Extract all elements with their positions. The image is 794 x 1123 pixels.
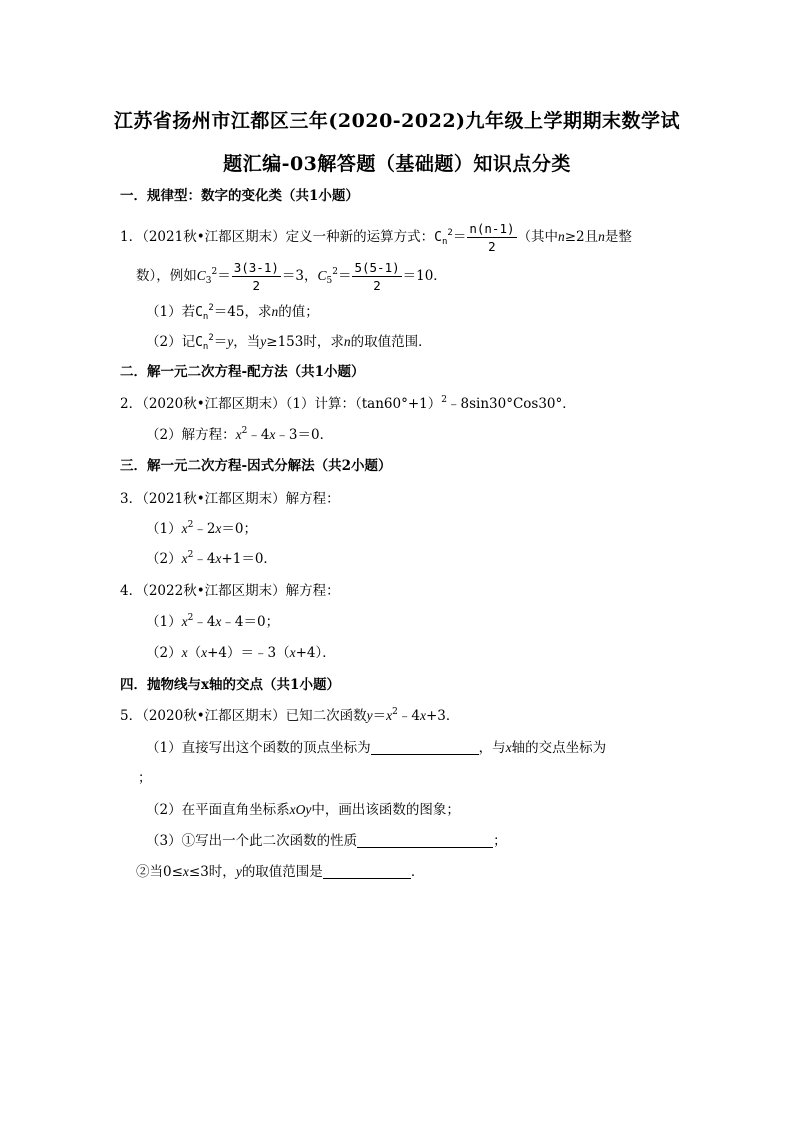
question-1-line2: 数），例如$C_3^2=$ $\frac{3(3-1)}{2}$ ＝3，$C_5^2=$ $\frac{5(5-1)}{2}$ ＝10．	[136, 260, 447, 293]
q1-def-fraction: $\frac{n(n-1)}{2}$	[469, 221, 515, 254]
answer-blank-vertex[interactable]	[371, 740, 479, 755]
section-heading-4: 四．抛物线与x轴的交点（共1小题）	[120, 677, 340, 693]
question-2-line1: 2．（2020秋•江都区期末）（1）计算：$(\tan 60^\circ+1)^2﹣8\sin 30^\circ Cos30^\circ$．	[120, 395, 576, 412]
question-5-part1-end: ；	[138, 770, 152, 786]
q1-example-fraction-1: $\frac{3(3-1)}{2}$	[233, 260, 279, 293]
question-1-part2: （2）记$C_n^2=y$，当y≥153时，求n的取值范围．	[146, 333, 432, 352]
question-5-part3: （3）①写出一个此二次函数的性质 ；	[146, 833, 507, 849]
question-4-part1: $(1)x^2﹣4x﹣4=0$；	[146, 613, 280, 630]
section-heading-3: 三．解一元二次方程-因式分解法（共2小题）	[120, 458, 392, 474]
doc-title-line1: 江苏省扬州市江都区三年(2020-2022)九年级上学期期末数学试	[113, 110, 681, 132]
question-3-part1: $(1)x^2﹣2x=0$；	[146, 520, 258, 537]
question-4-part2: （2）x（x+4）＝﹣3（x+4）．	[146, 645, 336, 661]
c-symbol: $C_n^2$	[434, 228, 453, 247]
section-heading-1: 一．规律型：数字的变化类（共1小题）	[120, 188, 359, 204]
q1-prefix: 1．（2021秋•江都区期末）定义一种新的运算方式：	[120, 229, 435, 245]
answer-blank-property[interactable]	[357, 833, 493, 848]
question-3-part2: $(2)x^2﹣4x+1=0$．	[146, 550, 277, 567]
answer-blank-range[interactable]	[323, 864, 411, 879]
question-5-part2: （2）在平面直角坐标系xOy中，画出该函数的图象；	[146, 802, 460, 818]
question-5-line1: 5．（2020秋•江都区期末）已知二次函数$y=x^2﹣4x+3$．	[120, 707, 460, 724]
question-1-line1: 1．（2021秋•江都区期末）定义一种新的运算方式：$C_n^2=$ $\frac{n(n-1)}{2}$ （其中n≥2且n是整	[120, 221, 632, 254]
question-5-part4: ②当0≤x≤3时，y的取值范围是 ．	[136, 864, 425, 880]
question-1-part1: （1）若$C_n^2=45$，求n的值；	[146, 303, 319, 322]
question-2-part2: （2）解方程：$x^2﹣4x﹣3=0$．	[146, 426, 334, 443]
section-heading-2: 二．解一元二次方程-配方法（共1小题）	[120, 364, 365, 380]
question-5-part1: （1）直接写出这个函数的顶点坐标为 ，与x轴的交点坐标为	[146, 740, 607, 756]
question-4-line1: 4．（2022秋•江都区期末）解方程：	[120, 583, 340, 599]
q1-example-fraction-2: $\frac{5(5-1)}{2}$	[354, 260, 400, 293]
doc-title-line2: 题汇编-03解答题（基础题）知识点分类	[223, 153, 571, 175]
question-3-line1: 3．（2021秋•江都区期末）解方程：	[120, 491, 340, 507]
